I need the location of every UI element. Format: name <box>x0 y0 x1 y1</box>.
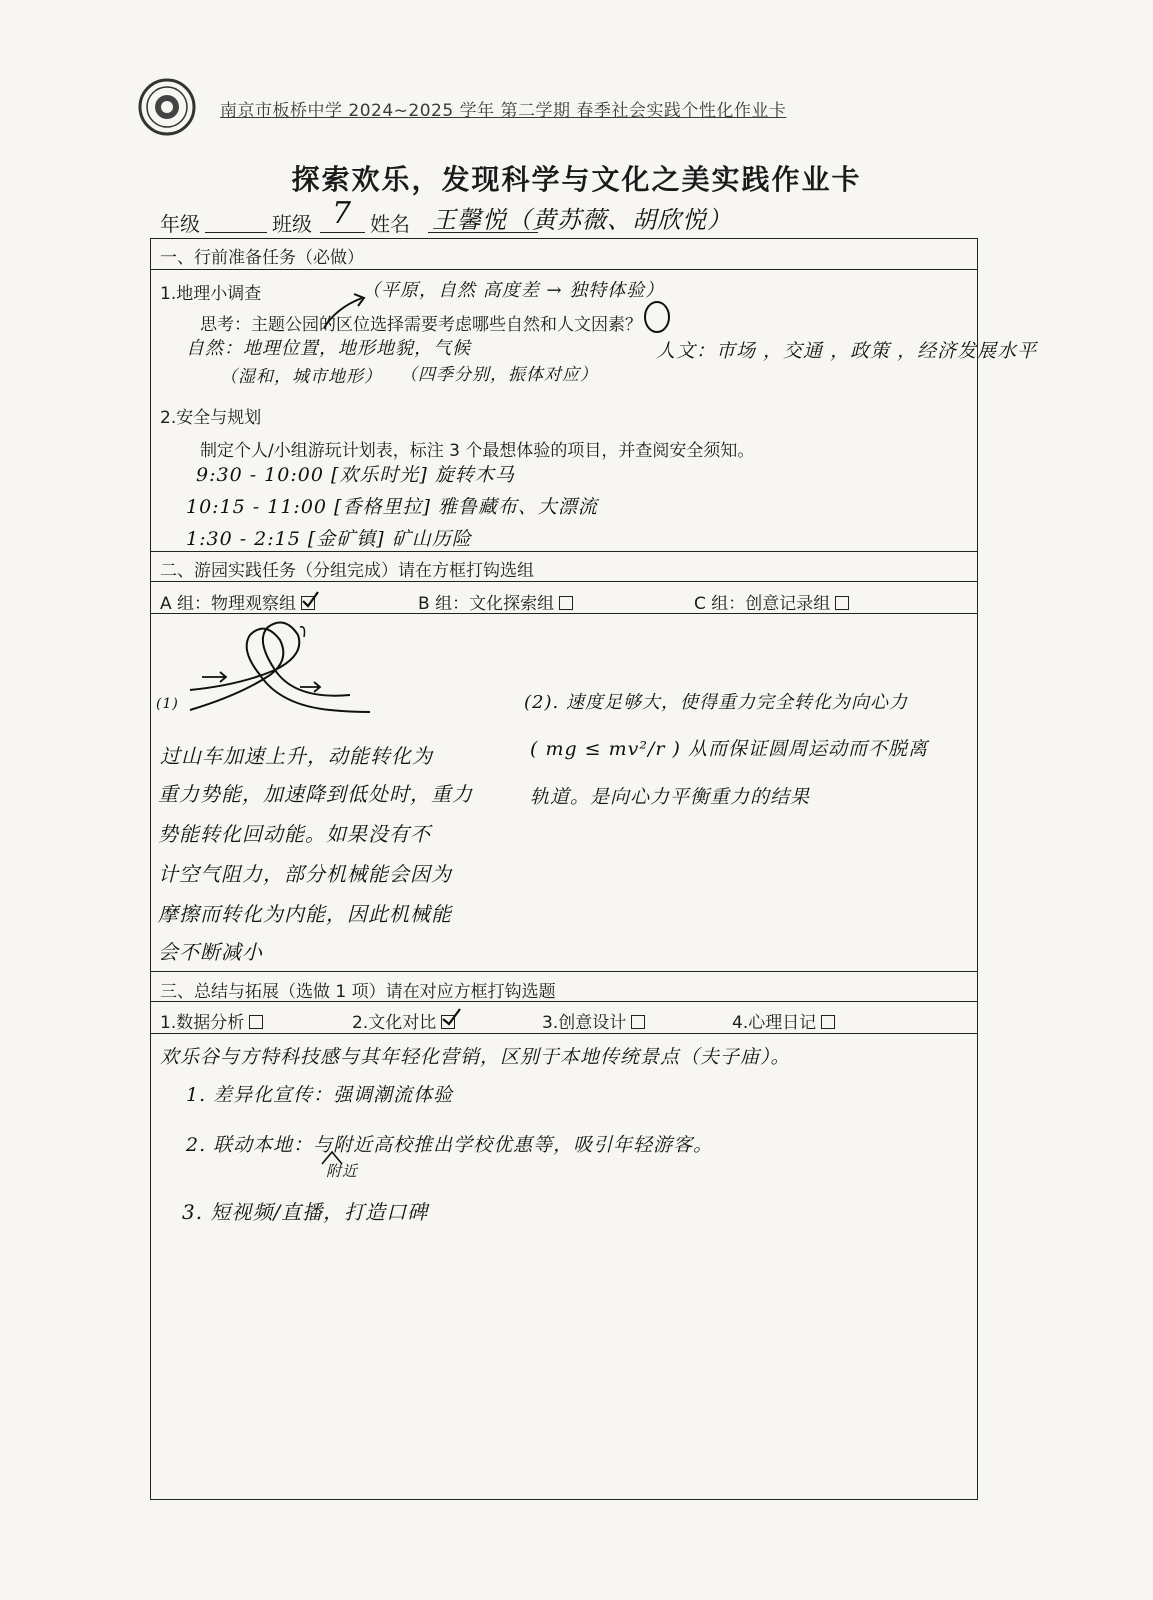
part2-line[interactable]: ( mg ≤ mv²/r ) 从而保证圆周运动而不脱离 <box>530 738 928 760</box>
group-c-label: C 组：创意记录组 <box>694 594 831 614</box>
name-underline <box>428 232 538 233</box>
insert-caret <box>320 1150 344 1170</box>
plan-item[interactable]: 10:15 - 11:00 [香格里拉] 雅鲁藏布、大漂流 <box>186 496 598 518</box>
topic-4-label: 4.心理日记 <box>732 1013 817 1033</box>
circle-mark <box>642 300 672 338</box>
grade-underline <box>205 232 267 233</box>
name-label: 姓名 <box>370 212 410 236</box>
geo-natural-extra[interactable]: （四季分别，振体对应） <box>400 365 598 385</box>
geo-title: 1.地理小调查 <box>160 284 262 304</box>
topic-option-4[interactable] <box>732 1008 835 1033</box>
insert-note: 附近 <box>326 1162 359 1180</box>
group-option-c[interactable] <box>694 589 849 614</box>
part1-line[interactable]: 过山车加速上升，动能转化为 <box>160 744 433 768</box>
part2-line[interactable]: (2). 速度足够大，使得重力完全转化为向心力 <box>524 692 908 713</box>
school-header: 南京市板桥中学 2024~2025 学年 第二学期 春季社会实践个性化作业卡 <box>220 101 787 121</box>
roller-coaster-sketch <box>180 615 380 734</box>
part1-line[interactable]: 计空气阻力，部分机械能会因为 <box>158 862 452 886</box>
group-a-label: A 组：物理观察组 <box>160 594 297 614</box>
geo-natural-line1[interactable]: 自然：地理位置，地形地貌，气候 <box>186 338 471 359</box>
class-label: 班级 <box>272 212 312 236</box>
school-seal <box>138 78 196 136</box>
geo-question: 思考：主题公园的区位选择需要考虑哪些自然和人文因素？ <box>200 315 642 335</box>
summary-line[interactable]: 2. 联动本地：与附近高校推出学校优惠等，吸引年轻游客。 <box>186 1134 714 1156</box>
part1-line[interactable]: 势能转化回动能。如果没有不 <box>158 822 431 846</box>
topic-3-label: 3.创意设计 <box>542 1013 627 1033</box>
geo-note-above[interactable]: （平原，自然 高度差 → 独特体验） <box>362 280 665 301</box>
name-value[interactable]: 王馨悦（黄苏薇、胡欣悦） <box>432 206 732 234</box>
topic-1-label: 1.数据分析 <box>160 1013 245 1033</box>
group-option-a[interactable] <box>160 589 315 614</box>
group-c-checkbox[interactable] <box>835 596 849 610</box>
section1-heading: 一、行前准备任务（必做） <box>160 248 364 268</box>
topic-1-checkbox[interactable] <box>249 1015 263 1029</box>
part1-line[interactable]: 重力势能，加速降到低处时，重力 <box>158 782 473 806</box>
topic-option-1[interactable] <box>160 1008 263 1033</box>
safety-instruction: 制定个人/小组游玩计划表，标注 3 个最想体验的项目，并查阅安全须知。 <box>200 441 755 461</box>
part1-line[interactable]: 摩擦而转化为内能，因此机械能 <box>158 902 452 926</box>
topic-2-checkbox[interactable] <box>441 1015 455 1029</box>
safety-title: 2.安全与规划 <box>160 408 262 428</box>
group-b-label: B 组：文化探索组 <box>418 594 555 614</box>
summary-line[interactable]: 3. 短视频/直播，打造口碑 <box>182 1200 429 1224</box>
part2-line[interactable]: 轨道。是向心力平衡重力的结果 <box>530 786 811 808</box>
grade-label: 年级 <box>160 212 200 236</box>
part1-marker: (1) <box>156 696 179 712</box>
class-underline <box>320 232 365 233</box>
class-value[interactable]: 7 <box>332 196 353 231</box>
topic-4-checkbox[interactable] <box>821 1015 835 1029</box>
plan-item[interactable]: 9:30 - 10:00 [欢乐时光] 旋转木马 <box>196 464 515 486</box>
topic-option-3[interactable] <box>542 1008 645 1033</box>
summary-line[interactable]: 欢乐谷与方特科技感与其年轻化营销，区别于本地传统景点（夫子庙）。 <box>160 1046 791 1068</box>
group-option-b[interactable] <box>418 589 573 614</box>
section3-heading: 三、总结与拓展（选做 1 项）请在对应方框打钩选题 <box>160 982 556 1002</box>
geo-natural-line2[interactable]: （湿和，城市地形） <box>220 367 382 387</box>
summary-line[interactable]: 1. 差异化宣传：强调潮流体验 <box>186 1084 454 1106</box>
part1-line[interactable]: 会不断减小 <box>158 940 263 964</box>
plan-item[interactable]: 1:30 - 2:15 [金矿镇] 矿山历险 <box>186 528 472 550</box>
section2-heading: 二、游园实践任务（分组完成）请在方框打钩选组 <box>160 561 534 581</box>
topic-3-checkbox[interactable] <box>631 1015 645 1029</box>
group-a-checkbox[interactable] <box>301 596 315 610</box>
page-title: 探索欢乐，发现科学与文化之美实践作业卡 <box>291 163 862 196</box>
geo-human-answer[interactable]: 人文：市场 ，交通 ，政策 ，经济发展水平 <box>656 340 1038 362</box>
group-b-checkbox[interactable] <box>559 596 573 610</box>
topic-2-label: 2.文化对比 <box>352 1013 437 1033</box>
topic-option-2[interactable] <box>352 1008 455 1033</box>
